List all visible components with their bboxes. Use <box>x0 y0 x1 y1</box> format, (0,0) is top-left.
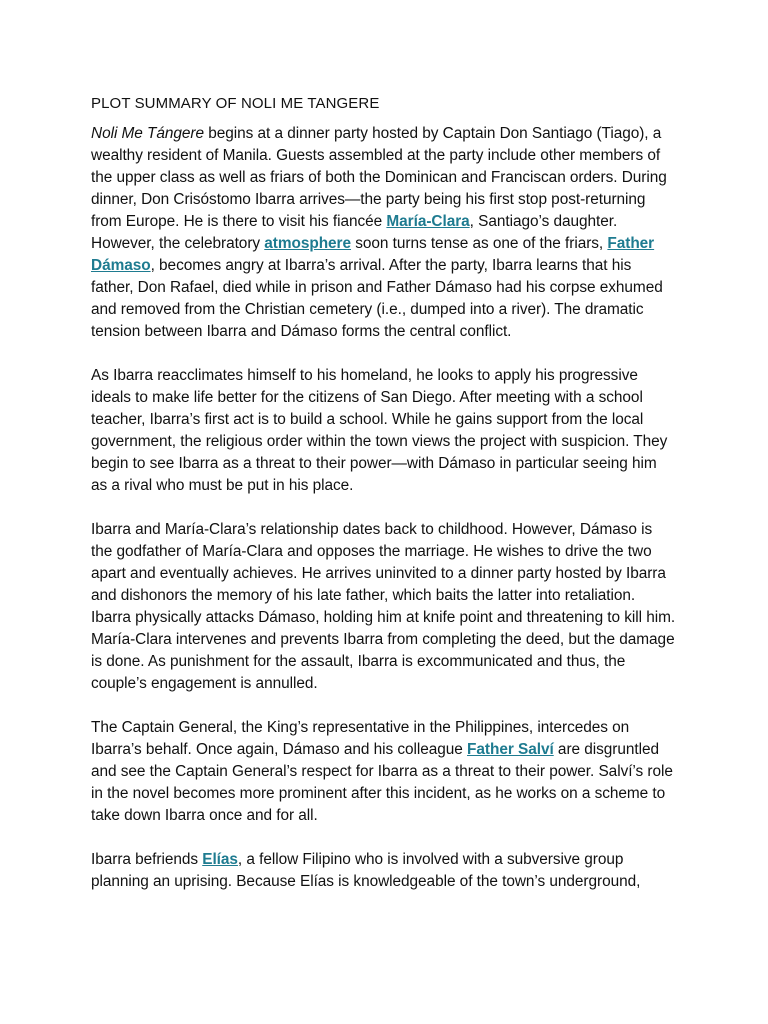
maria-clara-link[interactable]: María-Clara <box>386 213 470 230</box>
paragraph-1-text-4: , becomes angry at Ibarra’s arrival. After the party, Ibarra learns that his father, Don Rafael, died while in prison and Father Dámaso had his corpse exhumed and removed from the Christian cemetery (i.e., dumped into a river). The dramatic tension between Ibarra and Dámaso forms the central conflict. <box>91 257 663 340</box>
paragraph-4 <box>91 717 676 827</box>
paragraph-1 <box>91 123 676 343</box>
paragraph-5-text-1: Ibarra befriends <box>91 851 203 868</box>
document-title: PLOT SUMMARY OF NOLI ME TANGERE <box>91 95 380 112</box>
paragraph-1-text-2: , Santiago’s daughter. However, the celebratory <box>91 213 618 252</box>
father-damaso-link[interactable]: Father Dámaso <box>91 235 655 274</box>
book-title: Noli Me Tángere <box>91 125 205 142</box>
paragraph-1-text-3: soon turns tense as one of the friars, <box>351 235 608 252</box>
atmosphere-link[interactable]: atmosphere <box>264 235 352 252</box>
paragraph-4-text-2: are disgruntled and see the Captain General’s respect for Ibarra as a threat to their power. Salví’s role in the novel becomes more prominent after this incident, as he works on a scheme to take down Ibarra once and for all. <box>91 741 673 824</box>
paragraph-5-text-2: , a fellow Filipino who is involved with a subversive group planning an uprising. Because Elías is knowledgeable of the town’s underground, <box>91 851 641 890</box>
paragraph-5 <box>91 849 676 893</box>
paragraph-3: Ibarra and María-Clara’s relationship dates back to childhood. However, Dámaso is the godfather of María-Clara and opposes the marriage. He wishes to drive the two apart and eventually achieves. He arrives uninvited to a dinner party hosted by Ibarra and dishonors the memory of his late father, which baits the latter into retaliation. Ibarra physically attacks Dámaso, holding him at knife point and threatening to kill him. María-Clara intervenes and prevents Ibarra from completing the deed, but the damage is done. As punishment for the assault, Ibarra is excommunicated and thus, the couple’s engagement is annulled. <box>91 521 676 692</box>
paragraph-2: As Ibarra reacclimates himself to his homeland, he looks to apply his progressive ideals to make life better for the citizens of San Diego. After meeting with a school teacher, Ibarra’s first act is to build a school. While he gains support from the local government, the religious order within the town views the project with suspicion. They begin to see Ibarra as a threat to their power—with Dámaso in particular seeing him as a rival who must be put in his place. <box>91 367 668 494</box>
paragraph-1-text-1: begins at a dinner party hosted by Captain Don Santiago (Tiago), a wealthy resident of Manila. Guests assembled at the party include other members of the upper class as well as friars of both the Dominican and Franciscan orders. During dinner, Don Crisóstomo Ibarra arrives—the party being his first stop post-returning from Europe. He is there to visit his fiancée <box>91 125 667 230</box>
elias-link[interactable]: Elías <box>202 851 238 868</box>
document-body <box>91 94 676 915</box>
father-salvi-link[interactable]: Father Salví <box>467 741 554 758</box>
paragraph-4-text-1: The Captain General, the King’s representative in the Philippines, intercedes on Ibarra’s behalf. Once again, Dámaso and his colleague <box>91 719 630 758</box>
